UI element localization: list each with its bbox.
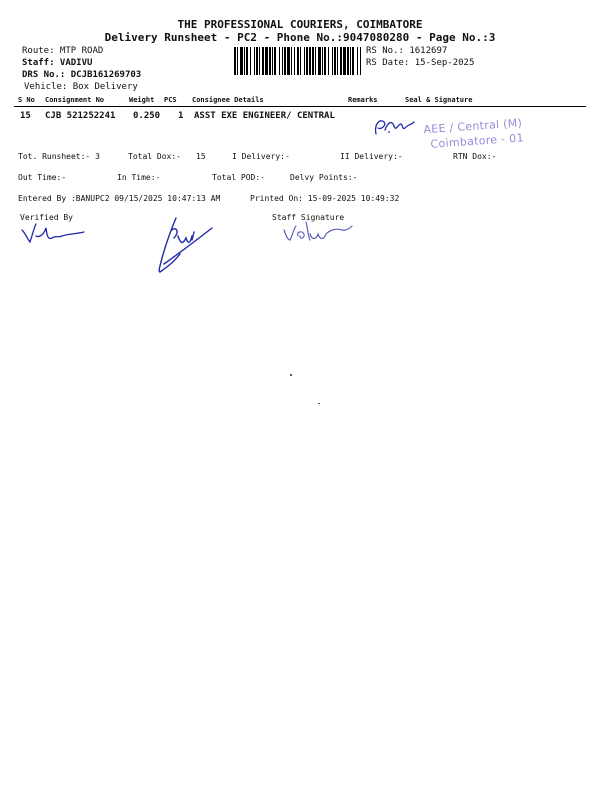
col-weight: Weight bbox=[129, 96, 155, 104]
out-time: Out Time:- bbox=[18, 173, 67, 182]
drs-number: DRS No.: DCJB161269703 bbox=[22, 70, 142, 80]
i-delivery: I Delivery:- bbox=[232, 152, 290, 161]
company-title: THE PROFESSIONAL COURIERS, COIMBATORE bbox=[177, 18, 423, 31]
col-pcs: PCS bbox=[164, 96, 177, 104]
tot-runsheet: Tot. Runsheet:- 3 bbox=[18, 152, 100, 161]
runsheet-subtitle: Delivery Runsheet - PC2 - Phone No.:9047080280 - Page No.:3 bbox=[104, 31, 496, 44]
rtn-dox: RTN Dox:- bbox=[453, 152, 497, 161]
col-consignment: Consignment No bbox=[45, 96, 105, 104]
verifier-signature bbox=[18, 218, 90, 248]
scan-mark bbox=[318, 403, 320, 404]
col-consignee: Consignee Details bbox=[192, 96, 264, 104]
office-stamp bbox=[423, 114, 547, 156]
row-sno: 15 bbox=[20, 111, 31, 121]
staff-signature-label: Staff Signature bbox=[272, 213, 345, 222]
staff-signature bbox=[280, 218, 356, 246]
staff-label: Staff: VADIVU bbox=[22, 58, 93, 68]
barcode-image bbox=[234, 47, 362, 75]
col-sno: S No bbox=[18, 96, 35, 104]
stamp-line-1: AEE / Central (M) bbox=[423, 116, 523, 137]
total-dox-label: Total Dox:- bbox=[128, 152, 181, 161]
entered-by: Entered By :BANUPC2 09/15/2025 10:47:13 AM bbox=[18, 194, 221, 203]
rs-date: RS Date: 15-Sep-2025 bbox=[366, 58, 475, 68]
verified-by-label: Verified By bbox=[20, 213, 73, 222]
scan-mark bbox=[290, 374, 292, 376]
delvy-points: Delvy Points:- bbox=[290, 173, 358, 182]
row-consignment: CJB 521252241 bbox=[45, 111, 116, 121]
route-label: Route: MTP ROAD bbox=[22, 46, 104, 56]
header-divider bbox=[14, 106, 586, 107]
second-signature bbox=[150, 214, 216, 276]
vehicle-label: Vehicle: Box Delivery bbox=[24, 82, 138, 92]
ii-delivery: II Delivery:- bbox=[340, 152, 403, 161]
col-seal-signature: Seal & Signature bbox=[405, 96, 473, 104]
receiver-signature bbox=[370, 112, 418, 140]
stamp-line-2: Coimbatore - 01 bbox=[430, 131, 525, 151]
rs-number: RS No.: 1612697 bbox=[366, 46, 448, 56]
in-time: In Time:- bbox=[117, 173, 161, 182]
total-dox-value: 15 bbox=[196, 152, 206, 161]
total-pod: Total POD:- bbox=[212, 173, 265, 182]
row-pcs: 1 bbox=[178, 111, 184, 121]
col-remarks: Remarks bbox=[348, 96, 378, 104]
printed-on: Printed On: 15-09-2025 10:49:32 bbox=[250, 194, 400, 203]
row-weight: 0.250 bbox=[133, 111, 161, 121]
row-consignee: ASST EXE ENGINEER/ CENTRAL bbox=[194, 111, 335, 121]
